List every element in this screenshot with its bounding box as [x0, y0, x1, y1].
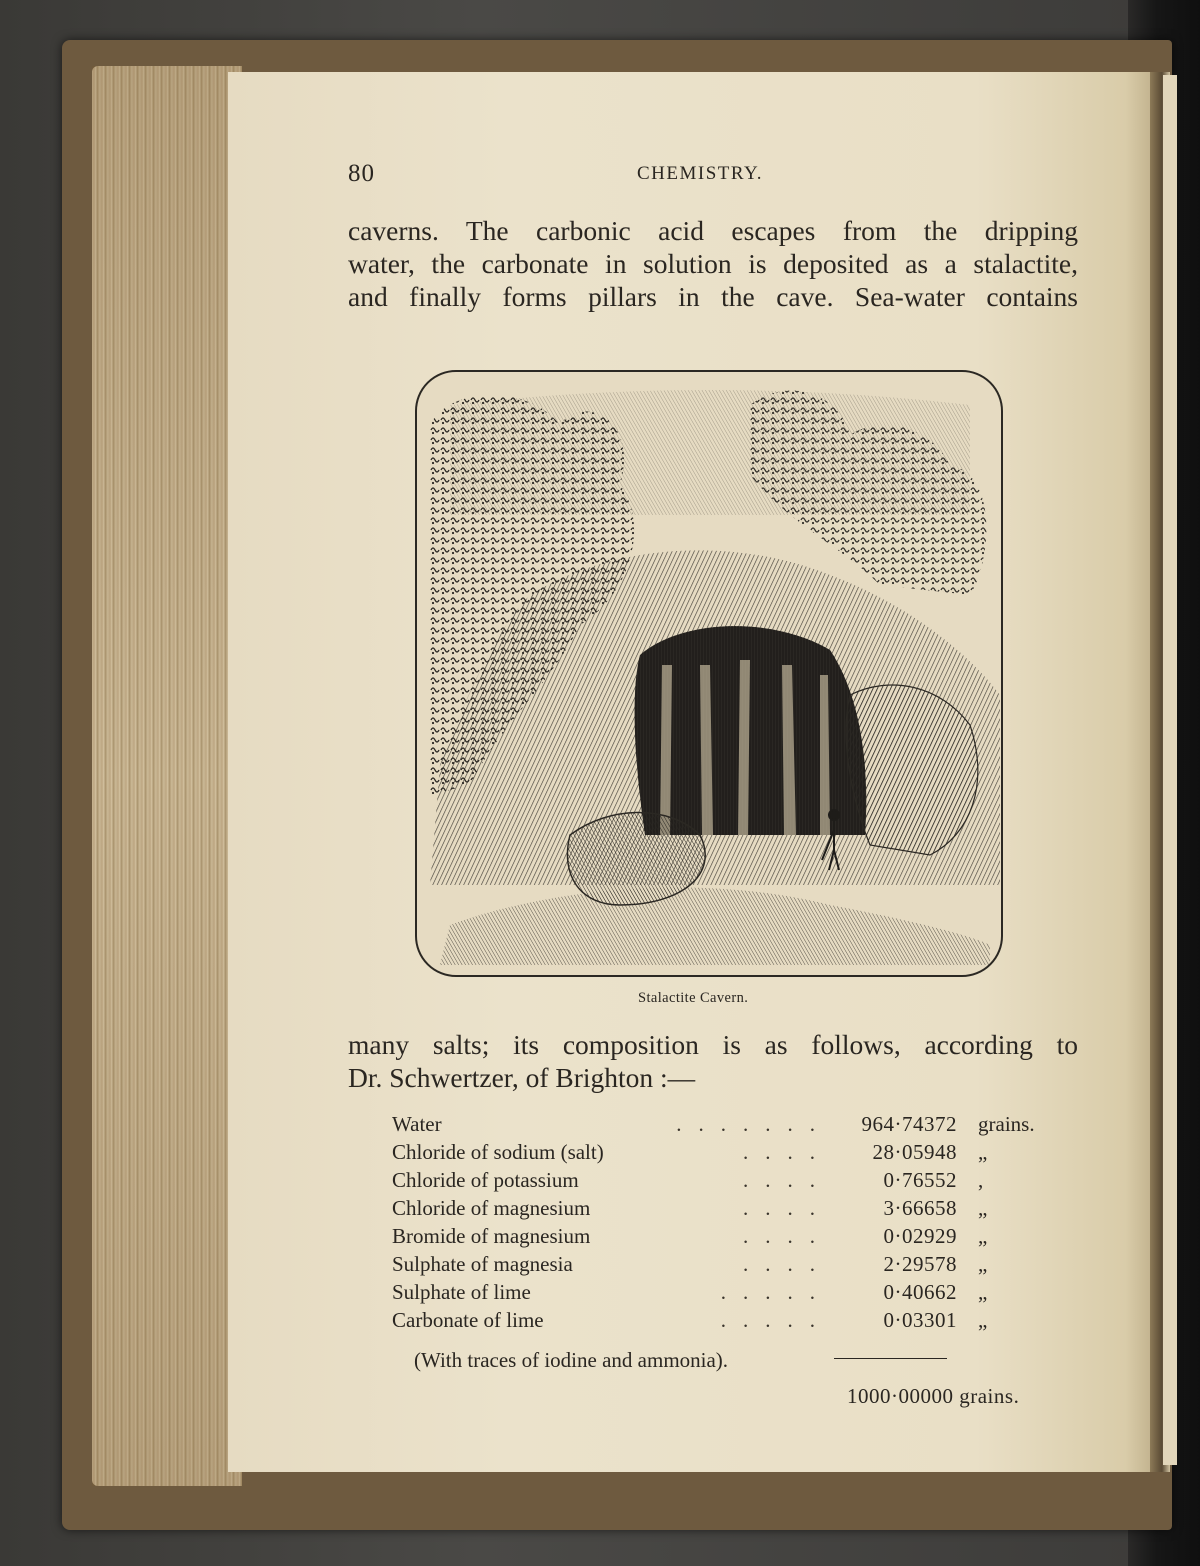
- row-value: 964·74372: [861, 1112, 957, 1136]
- paragraph-line: many salts; its composition is as follows, according to: [348, 1029, 1078, 1060]
- paragraph-line: and finally forms pillars in the cave. Sea-water contains: [348, 281, 1078, 312]
- sum-rule: [834, 1358, 947, 1359]
- row-unit: ,: [978, 1168, 984, 1192]
- running-title: CHEMISTRY.: [637, 163, 764, 184]
- leader-dots: ....: [743, 1168, 832, 1192]
- row-unit: „: [978, 1252, 988, 1276]
- figure-caption: Stalactite Cavern.: [638, 990, 749, 1006]
- table-row: [392, 1196, 1042, 1224]
- row-unit: „: [978, 1280, 988, 1304]
- leader-dots: ....: [743, 1252, 832, 1276]
- row-label: Sulphate of lime: [392, 1280, 531, 1304]
- row-label: Sulphate of magnesia: [392, 1252, 573, 1276]
- facing-page-edge: [1163, 75, 1177, 1465]
- row-value: 0·40662: [883, 1280, 957, 1304]
- row-label: Chloride of sodium (salt): [392, 1140, 604, 1164]
- leader-dots: ....: [743, 1196, 832, 1220]
- table-row: [392, 1308, 1042, 1336]
- row-unit: grains.: [978, 1112, 1035, 1136]
- row-value: 0·02929: [883, 1224, 957, 1248]
- page-number: 80: [348, 160, 375, 187]
- traces-note: (With traces of iodine and ammonia).: [414, 1348, 729, 1372]
- leader-dots: ....: [743, 1140, 832, 1164]
- leader-dots: .....: [720, 1280, 832, 1304]
- table-row: [392, 1224, 1042, 1252]
- total-value: 1000·00000 grains.: [847, 1384, 1020, 1408]
- table-row: [392, 1252, 1042, 1280]
- row-unit: „: [978, 1308, 988, 1332]
- row-value: 3·66658: [883, 1196, 957, 1220]
- paragraph-line: caverns. The carbonic acid escapes from the dripping: [348, 215, 1078, 246]
- paragraph-top: [348, 214, 1078, 313]
- row-value: 28·05948: [872, 1140, 957, 1164]
- table-row: [392, 1112, 1042, 1140]
- row-unit: „: [978, 1224, 988, 1248]
- row-label: Carbonate of lime: [392, 1308, 544, 1332]
- page-edges: [92, 66, 242, 1486]
- row-unit: „: [978, 1140, 988, 1164]
- table-row: [392, 1140, 1042, 1168]
- row-label: Water: [392, 1112, 442, 1136]
- table-row: [392, 1280, 1042, 1308]
- leader-dots: ....: [743, 1224, 832, 1248]
- stalactite-cavern-engraving: [410, 365, 1008, 982]
- paragraph-bottom: [348, 1028, 1078, 1094]
- table-row: [392, 1168, 1042, 1196]
- row-label: Chloride of potassium: [392, 1168, 579, 1192]
- row-value: 0·76552: [883, 1168, 957, 1192]
- leader-dots: .......: [676, 1112, 832, 1136]
- leader-dots: .....: [720, 1308, 832, 1332]
- row-unit: „: [978, 1196, 988, 1220]
- row-value: 0·03301: [883, 1308, 957, 1332]
- paragraph-line: water, the carbonate in solution is deposited as a stalactite,: [348, 248, 1078, 279]
- row-label: Chloride of magnesium: [392, 1196, 591, 1220]
- row-value: 2·29578: [883, 1252, 957, 1276]
- paragraph-line: Dr. Schwertzer, of Brighton :—: [348, 1062, 696, 1093]
- row-label: Bromide of magnesium: [392, 1224, 591, 1248]
